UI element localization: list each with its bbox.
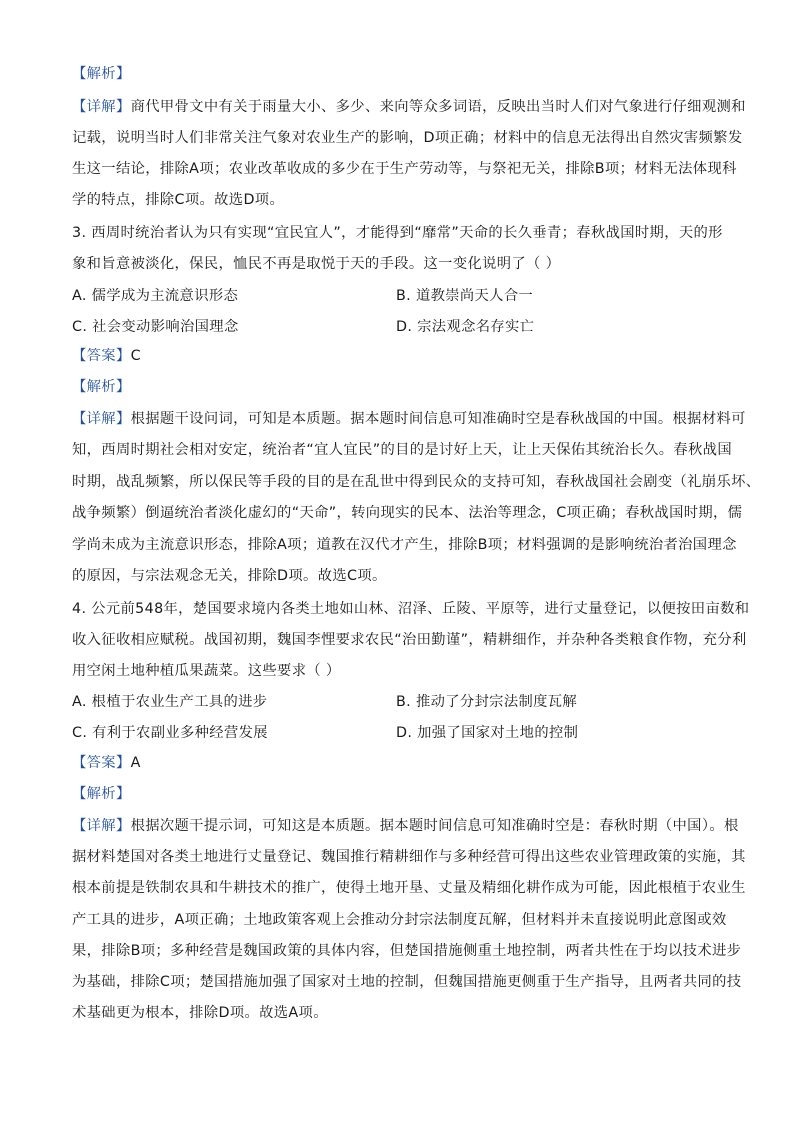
question-3-stem-line: 象和旨意被淡化，保民，恤民不再是取悦于天的手段。这一变化说明了（ ） xyxy=(72,256,561,272)
detail-text: 商代甲骨文中有关于雨量大小、多少、来向等众多词语，反映出当时人们对气象进行仔细观测和 xyxy=(130,99,746,115)
detail-label: 【详解】 xyxy=(72,411,131,427)
detail-line: 据材料楚国对各类土地进行丈量登记、魏国推行精耕细作与多种经营可得出这些农业管理政策的实施，其 xyxy=(72,849,746,865)
detail-line: 根本前提是铁制农具和牛耕技术的推广，使得土地开垦、丈量及精细化耕作成为可能，因此根植于农业生 xyxy=(72,880,746,896)
analysis-label: 【解析】 xyxy=(72,379,131,395)
detail-line: 知，西周时期社会相对安定，统治者“宜人宜民”的目的是讨好上天，让上天保佑其统治长久。春秋战国 xyxy=(72,442,732,458)
detail-line: 时期，战乱频繁，所以保民等手段的目的是在乱世中得到民众的支持可知，春秋战国社会剧变（礼崩乐坏、 xyxy=(72,474,761,490)
question-4-option-c: C. 有利于农副业多种经营发展 xyxy=(72,725,268,741)
detail-line: 记载，说明当时人们非常关注气象对农业生产的影响，D项正确；材料中的信息无法得出自然灾害频繁发 xyxy=(72,130,743,146)
detail-label: 【详解】 xyxy=(72,818,131,834)
analysis-tag xyxy=(72,64,131,84)
answer-value: C xyxy=(130,348,141,364)
analysis-tag xyxy=(72,377,131,397)
question-4-stem-line: 4. 公元前548年，楚国要求境内各类土地如山林、沼泽、丘陵、平原等，进行丈量登记，以便按田亩数和 xyxy=(72,601,750,617)
detail-line xyxy=(72,816,739,836)
analysis-tag xyxy=(72,784,131,804)
question-3-stem-line: 3. 西周时统治者认为只有实现“宜民宜人”，才能得到“靡常”天命的长久垂青；春秋战国时期，天的形 xyxy=(72,225,723,241)
detail-text: 根据题干设问词，可知是本质题。据本题时间信息可知准确时空是春秋战国的中国。根据材料可 xyxy=(130,411,746,427)
question-4-option-b: B. 推动了分封宗法制度瓦解 xyxy=(396,694,578,710)
answer-label: 【答案】 xyxy=(72,755,131,771)
detail-line: 的原因，与宗法观念无关，排除D项。故选C项。 xyxy=(72,568,387,584)
detail-line: 产工具的进步，A项正确；土地政策客观上会推动分封宗法制度瓦解，但材料并未直接说明此意图或效 xyxy=(72,912,727,928)
answer-label: 【答案】 xyxy=(72,348,131,364)
question-3-option-c: C. 社会变动影响治国理念 xyxy=(72,319,239,335)
detail-line xyxy=(72,409,746,429)
answer-tag xyxy=(72,346,141,366)
detail-line: 果，排除B项；多种经营是魏国政策的具体内容，但楚国措施侧重土地控制，两者共性在于均以技术进步 xyxy=(72,943,742,959)
detail-line: 术基础更为根本，排除D项。故选A项。 xyxy=(72,1005,328,1021)
answer-tag xyxy=(72,753,141,773)
detail-text: 根据次题干提示词，可知这是本质题。据本题时间信息可知准确时空是：春秋时期（中国）。根 xyxy=(130,818,739,834)
question-4-stem-line: 用空闲土地种植瓜果蔬菜。这些要求（ ） xyxy=(72,663,341,679)
detail-label: 【详解】 xyxy=(72,99,131,115)
detail-line xyxy=(72,97,746,117)
analysis-label: 【解析】 xyxy=(72,786,131,802)
question-4-option-d: D. 加强了国家对土地的控制 xyxy=(396,725,579,741)
detail-line: 为基础，排除C项；楚国措施加强了国家对土地的控制，但魏国措施更侧重于生产指导，且两者共同的技 xyxy=(72,974,742,990)
detail-line: 学的特点，排除C项。故选D项。 xyxy=(72,192,285,208)
detail-line: 生这一结论，排除A项；农业改革收成的多少在于生产劳动等，与祭祀无关，排除B项；材料无法体现科 xyxy=(72,161,737,177)
question-3-option-b: B. 道教崇尚天人合一 xyxy=(396,288,534,304)
answer-value: A xyxy=(130,755,141,771)
detail-line: 学尚未成为主流意识形态，排除A项；道教在汉代才产生，排除B项；材料强调的是影响统治者治国理念 xyxy=(72,537,737,553)
detail-line: 战争频繁）倒逼统治者淡化虚幻的“天命”，转向现实的民本、法治等理念，C项正确；春秋战国时期，儒 xyxy=(72,505,743,521)
question-3-option-d: D. 宗法观念名存实亡 xyxy=(396,319,535,335)
question-4-stem-line: 收入征收相应赋税。战国初期，魏国李悝要求农民“治田勤谨”，精耕细作，并杂种各类粮食作物，充分利 xyxy=(72,632,747,648)
analysis-label: 【解析】 xyxy=(72,66,131,82)
question-3-option-a: A. 儒学成为主流意识形态 xyxy=(72,288,239,304)
question-4-option-a: A. 根植于农业生产工具的进步 xyxy=(72,694,268,710)
